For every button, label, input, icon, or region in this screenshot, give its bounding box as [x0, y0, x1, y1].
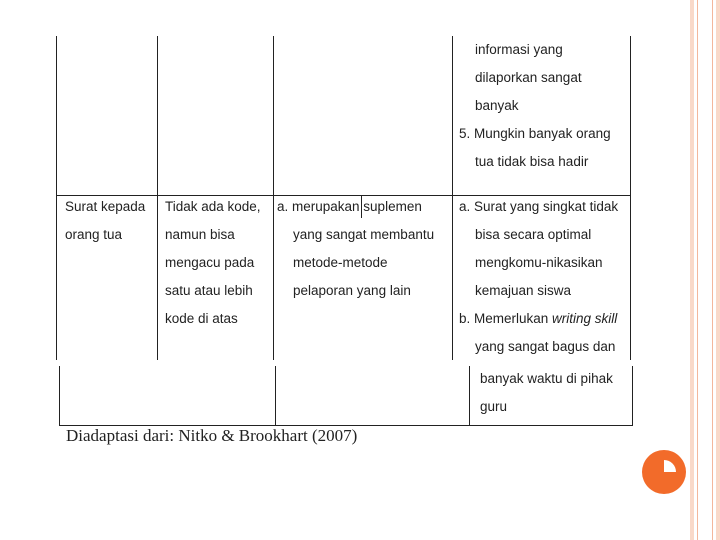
table-cell — [459, 193, 618, 361]
cell-line: banyak — [475, 98, 519, 113]
cell-line: pelaporan yang lain — [293, 283, 411, 298]
cell-line: banyak waktu di pihak — [480, 371, 613, 386]
table-border — [452, 36, 453, 360]
cell-line: yang sangat membantu — [293, 227, 435, 242]
table-cell — [277, 193, 434, 305]
cell-line: guru — [480, 399, 508, 414]
cell-line: a. Surat yang singkat tidak — [459, 199, 619, 214]
cell-line: 5. Mungkin banyak orang — [459, 126, 611, 141]
table-border — [56, 36, 57, 360]
table-border — [630, 36, 631, 360]
cell-line: metode-metode — [293, 255, 388, 270]
cell-line: mengkomu-nikasikan — [475, 255, 603, 270]
decorative-line — [697, 0, 698, 540]
table-border — [273, 36, 274, 360]
table-border — [275, 366, 276, 426]
table-border — [59, 366, 60, 426]
orange-circle-logo-icon — [641, 449, 687, 495]
decorative-line — [712, 0, 713, 540]
source-caption: Diadaptasi dari: Nitko & Brookhart (2007) — [66, 426, 358, 445]
cell-line: kemajuan siswa — [475, 283, 572, 298]
cell-line — [459, 305, 618, 333]
table-cell — [459, 36, 611, 176]
cell-line: a. merupakan suplemen — [277, 199, 422, 214]
cell-text-part: b. Memerlukan — [459, 311, 553, 326]
cell-line: bisa secara optimal — [475, 227, 592, 242]
cell-line: informasi yang — [475, 42, 563, 57]
table-border — [632, 366, 633, 426]
cell-line: orang tua — [65, 227, 123, 242]
table-cell — [464, 365, 613, 421]
table-cell — [165, 193, 261, 333]
cell-line: dilaporkan sangat — [475, 70, 582, 85]
table-cell — [65, 193, 145, 249]
table-border — [157, 36, 158, 360]
cell-line: yang sangat bagus dan — [475, 339, 616, 354]
cell-line: namun bisa — [165, 227, 235, 242]
cell-line: tua tidak bisa hadir — [475, 154, 589, 169]
italic-term: writing skill — [552, 311, 618, 326]
cell-line: mengacu pada — [165, 255, 255, 270]
cell-line: Surat kepada — [65, 199, 146, 214]
cell-line: kode di atas — [165, 311, 238, 326]
cell-line: satu atau lebih — [165, 283, 253, 298]
cell-line: Tidak ada kode, — [165, 199, 261, 214]
